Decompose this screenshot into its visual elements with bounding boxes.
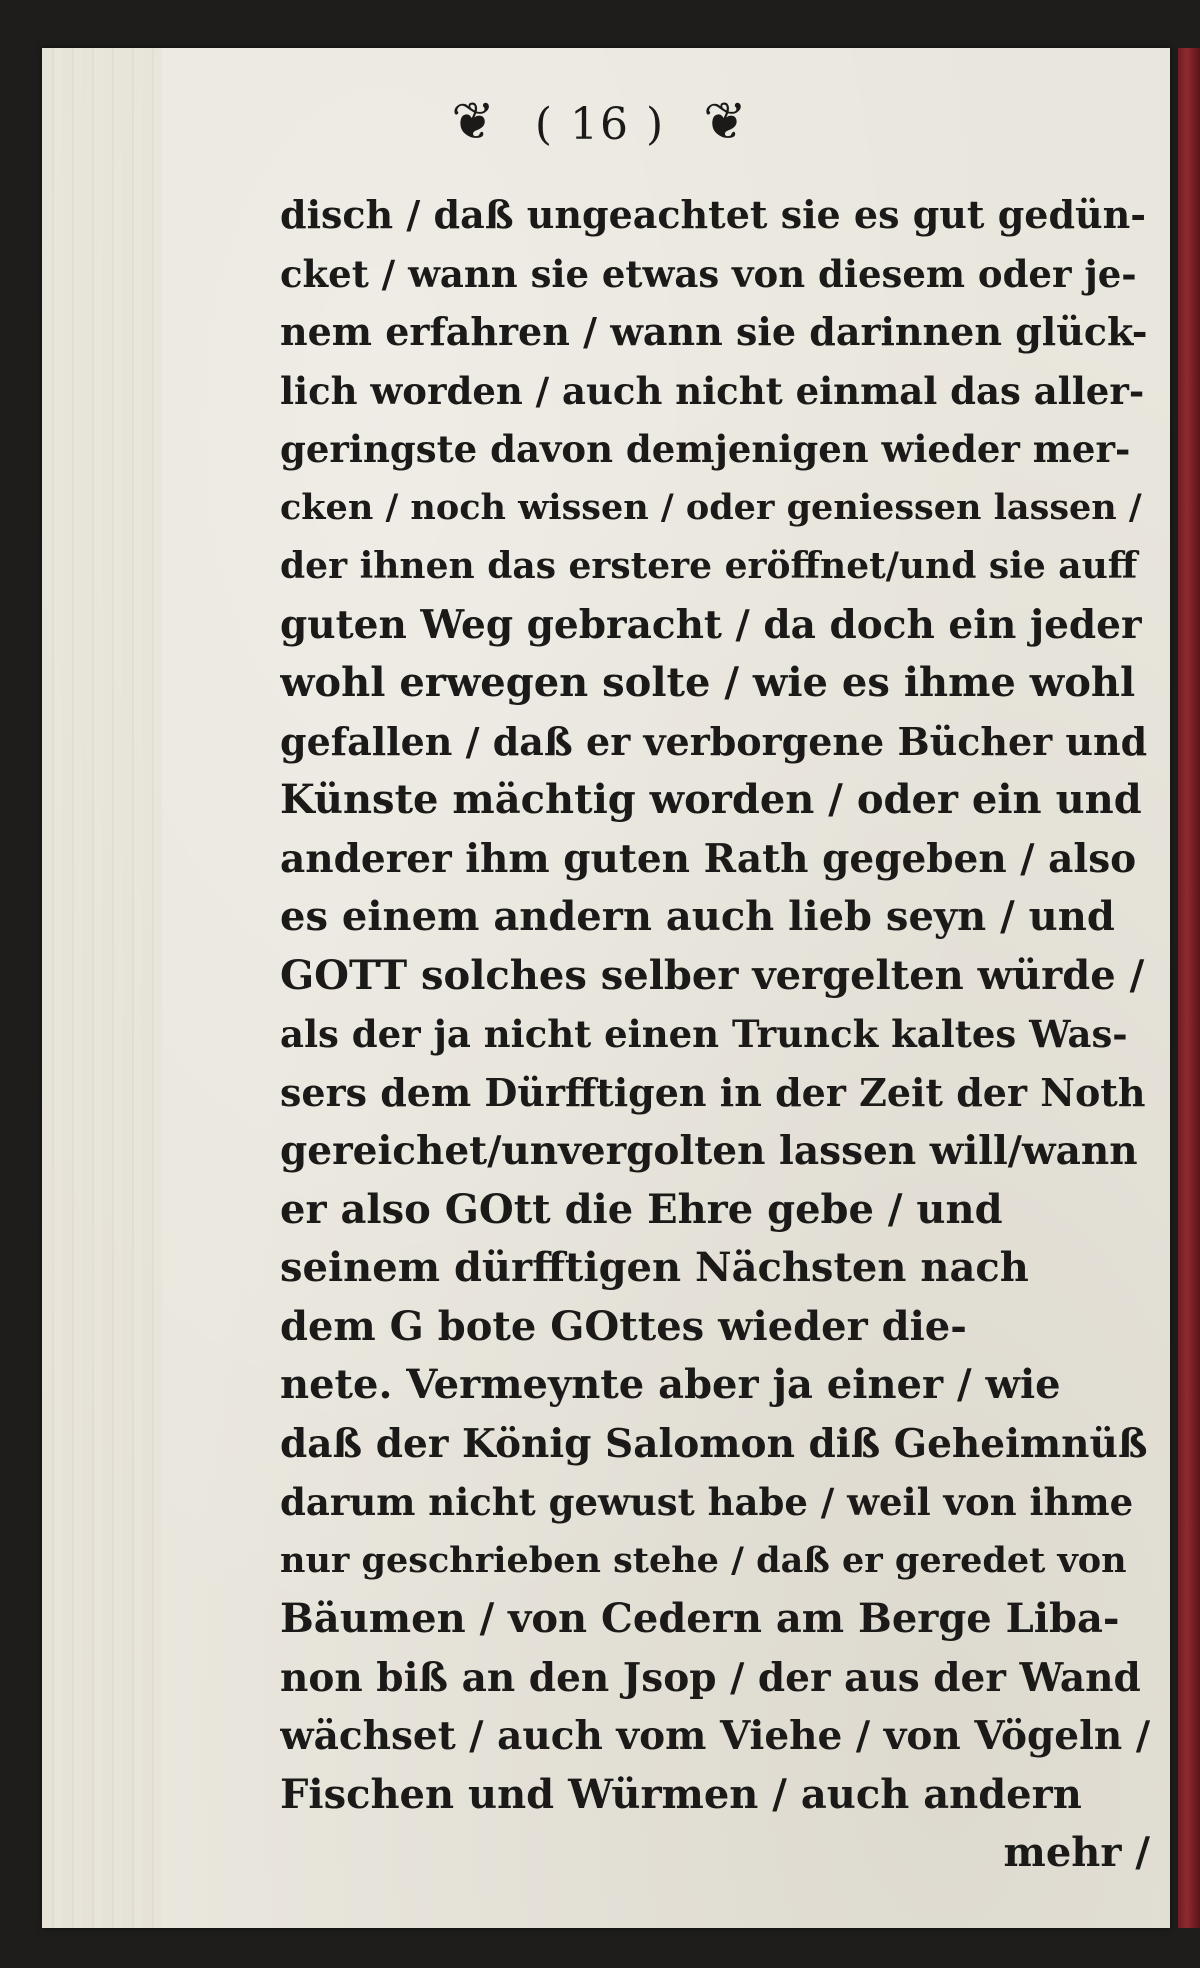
text-line: wohl erwegen solte / wie es ihme wohl bbox=[280, 659, 1136, 706]
catchword: mehr / bbox=[1003, 1829, 1150, 1876]
text-line: nur geschrieben stehe / daß er geredet von bbox=[280, 1539, 1127, 1581]
text-line: gereichet/unvergolten lassen will/wann bbox=[280, 1128, 1138, 1174]
text-line: non biß an den Jsop / der aus der Wand bbox=[280, 1654, 1141, 1701]
binding-board-edge bbox=[1178, 48, 1200, 1928]
text-line: disch / daß ungeachtet sie es gut gedün- bbox=[280, 192, 1147, 237]
text-line: guten Weg gebracht / da doch ein jeder bbox=[280, 601, 1142, 648]
text-line: es einem andern auch lieb seyn / und bbox=[280, 893, 1115, 940]
text-line: Fischen und Würmen / auch andern bbox=[280, 1770, 1082, 1818]
ornament-left-icon: ❦ bbox=[451, 92, 497, 152]
text-line: nem erfahren / wann sie darinnen glück- bbox=[280, 309, 1148, 354]
text-line: dem G bote GOttes wieder die- bbox=[280, 1302, 967, 1350]
text-line: der ihnen das erstere eröffnet/und sie auff bbox=[280, 545, 1138, 587]
text-line: er also GOtt die Ehre gebe / und bbox=[280, 1185, 1003, 1233]
text-line: cken / noch wissen / oder geniessen lassen / bbox=[280, 486, 1142, 528]
text-line: anderer ihm guten Rath gegeben / also bbox=[280, 835, 1137, 882]
text-line: GOTT solches selber vergelten würde / bbox=[280, 951, 1145, 999]
ornament-right-icon: ❦ bbox=[703, 92, 749, 152]
page-number: ( 16 ) bbox=[534, 99, 666, 150]
text-line: darum nicht gewust habe / weil von ihme bbox=[280, 1480, 1134, 1524]
text-line: geringste davon demjenigen wieder mer- bbox=[280, 427, 1131, 471]
page-edge-stack bbox=[42, 48, 162, 1928]
text-line: seinem dürfftigen Nächsten nach bbox=[280, 1244, 1029, 1291]
text-line: gefallen / daß er verborgene Bücher und bbox=[280, 718, 1148, 764]
text-line: sers dem Dürfftigen in der Zeit der Noth bbox=[280, 1069, 1146, 1115]
text-line: Bäumen / von Cedern am Berge Liba- bbox=[280, 1595, 1120, 1642]
text-line: wächset / auch vom Viehe / von Vögeln / bbox=[280, 1713, 1150, 1759]
text-line: als der ja nicht einen Trunck kaltes Was- bbox=[280, 1012, 1128, 1056]
text-line: daß der König Salomon diß Geheimnüß bbox=[280, 1420, 1148, 1467]
text-line: nete. Vermeynte aber ja einer / wie bbox=[280, 1361, 1061, 1408]
text-line: cket / wann sie etwas von diesem oder je- bbox=[280, 251, 1137, 296]
body-text bbox=[280, 186, 1150, 1883]
text-line: lich worden / auch nicht einmal das aller- bbox=[280, 368, 1145, 413]
text-line: Künste mächtig worden / oder ein und bbox=[280, 776, 1142, 823]
page-header bbox=[0, 92, 1200, 152]
